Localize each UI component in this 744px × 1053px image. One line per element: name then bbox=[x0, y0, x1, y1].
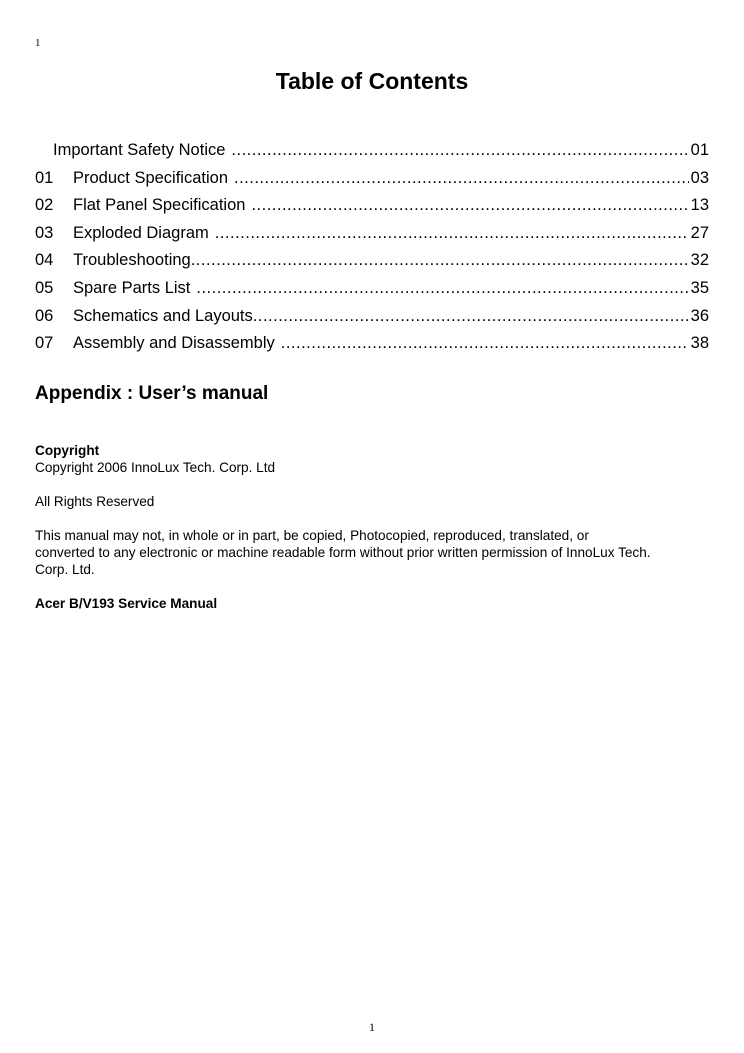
toc-entry-schematics-and-layouts[interactable] bbox=[35, 307, 709, 335]
toc-entry-label: Assembly and Disassembly bbox=[73, 334, 275, 353]
toc-entry-safety-notice[interactable] bbox=[35, 141, 709, 169]
toc-entry-label: Flat Panel Specification bbox=[73, 196, 246, 215]
toc-entry-number: 04 bbox=[35, 251, 54, 270]
toc-entry-page: 13 bbox=[690, 196, 709, 215]
toc-entry-assembly-and-disassembly[interactable] bbox=[35, 334, 709, 362]
copyright-line: Copyright 2006 InnoLux Tech. Corp. Ltd bbox=[35, 460, 276, 475]
copy-notice-line-2: converted to any electronic or machine readable form without prior written permission of InnoLux Tech. bbox=[35, 545, 651, 560]
footer-page-number: 1 bbox=[369, 1020, 375, 1034]
toc-dot-leader bbox=[191, 251, 689, 270]
appendix-heading: Appendix : User’s manual bbox=[35, 383, 269, 404]
toc-entry-page: 36 bbox=[690, 306, 709, 325]
manual-title: Acer B/V193 Service Manual bbox=[35, 596, 218, 611]
toc-entry-label: Troubleshooting bbox=[73, 251, 191, 270]
copyright-section bbox=[35, 442, 719, 612]
toc-entry-number: 07 bbox=[35, 334, 54, 353]
toc-entry-product-specification[interactable] bbox=[35, 169, 709, 197]
toc-entry-spare-parts-list[interactable] bbox=[35, 279, 709, 307]
toc-dot-leader bbox=[196, 279, 688, 298]
toc-entry-page: 27 bbox=[690, 223, 709, 242]
toc-dot-leader bbox=[234, 169, 689, 188]
copy-notice-line-1: This manual may not, in whole or in part, be copied, Photocopied, reproduced, translated, or bbox=[35, 528, 589, 543]
header-page-number: 1 bbox=[35, 37, 41, 49]
toc-entry-number: 03 bbox=[35, 223, 54, 242]
toc-entry-page: 32 bbox=[690, 251, 709, 270]
toc-entry-label: Schematics and Layouts bbox=[73, 306, 253, 325]
toc-entry-label: Spare Parts List bbox=[73, 278, 191, 297]
toc-dot-leader bbox=[281, 334, 689, 353]
toc-entry-exploded-diagram[interactable] bbox=[35, 224, 709, 252]
toc-entry-number: 01 bbox=[35, 168, 54, 187]
toc-entry-page: 35 bbox=[690, 278, 709, 297]
page-title: Table of Contents bbox=[275, 68, 469, 94]
toc-entry-troubleshooting[interactable] bbox=[35, 251, 709, 279]
copy-notice-line-3: Corp. Ltd. bbox=[35, 562, 95, 577]
toc-entry-page: 03 bbox=[690, 168, 709, 187]
toc-entry-label: Product Specification bbox=[73, 168, 229, 187]
toc-dot-leader bbox=[251, 196, 688, 215]
toc-entry-number: 02 bbox=[35, 196, 54, 215]
rights-reserved: All Rights Reserved bbox=[35, 494, 155, 509]
toc-entry-label: Exploded Diagram bbox=[73, 223, 209, 242]
toc-entry-page: 38 bbox=[690, 334, 709, 353]
toc-entry-label: Important Safety Notice bbox=[53, 141, 226, 159]
toc-dot-leader bbox=[231, 141, 688, 160]
toc-entry-number: 06 bbox=[35, 306, 54, 325]
toc-entry-number: 05 bbox=[35, 278, 54, 297]
copyright-heading: Copyright bbox=[35, 443, 100, 458]
toc-entry-flat-panel-specification[interactable] bbox=[35, 196, 709, 224]
toc-dot-leader bbox=[253, 307, 689, 326]
toc-entry-page: 01 bbox=[690, 141, 709, 159]
toc-dot-leader bbox=[215, 224, 689, 243]
table-of-contents bbox=[35, 141, 709, 362]
